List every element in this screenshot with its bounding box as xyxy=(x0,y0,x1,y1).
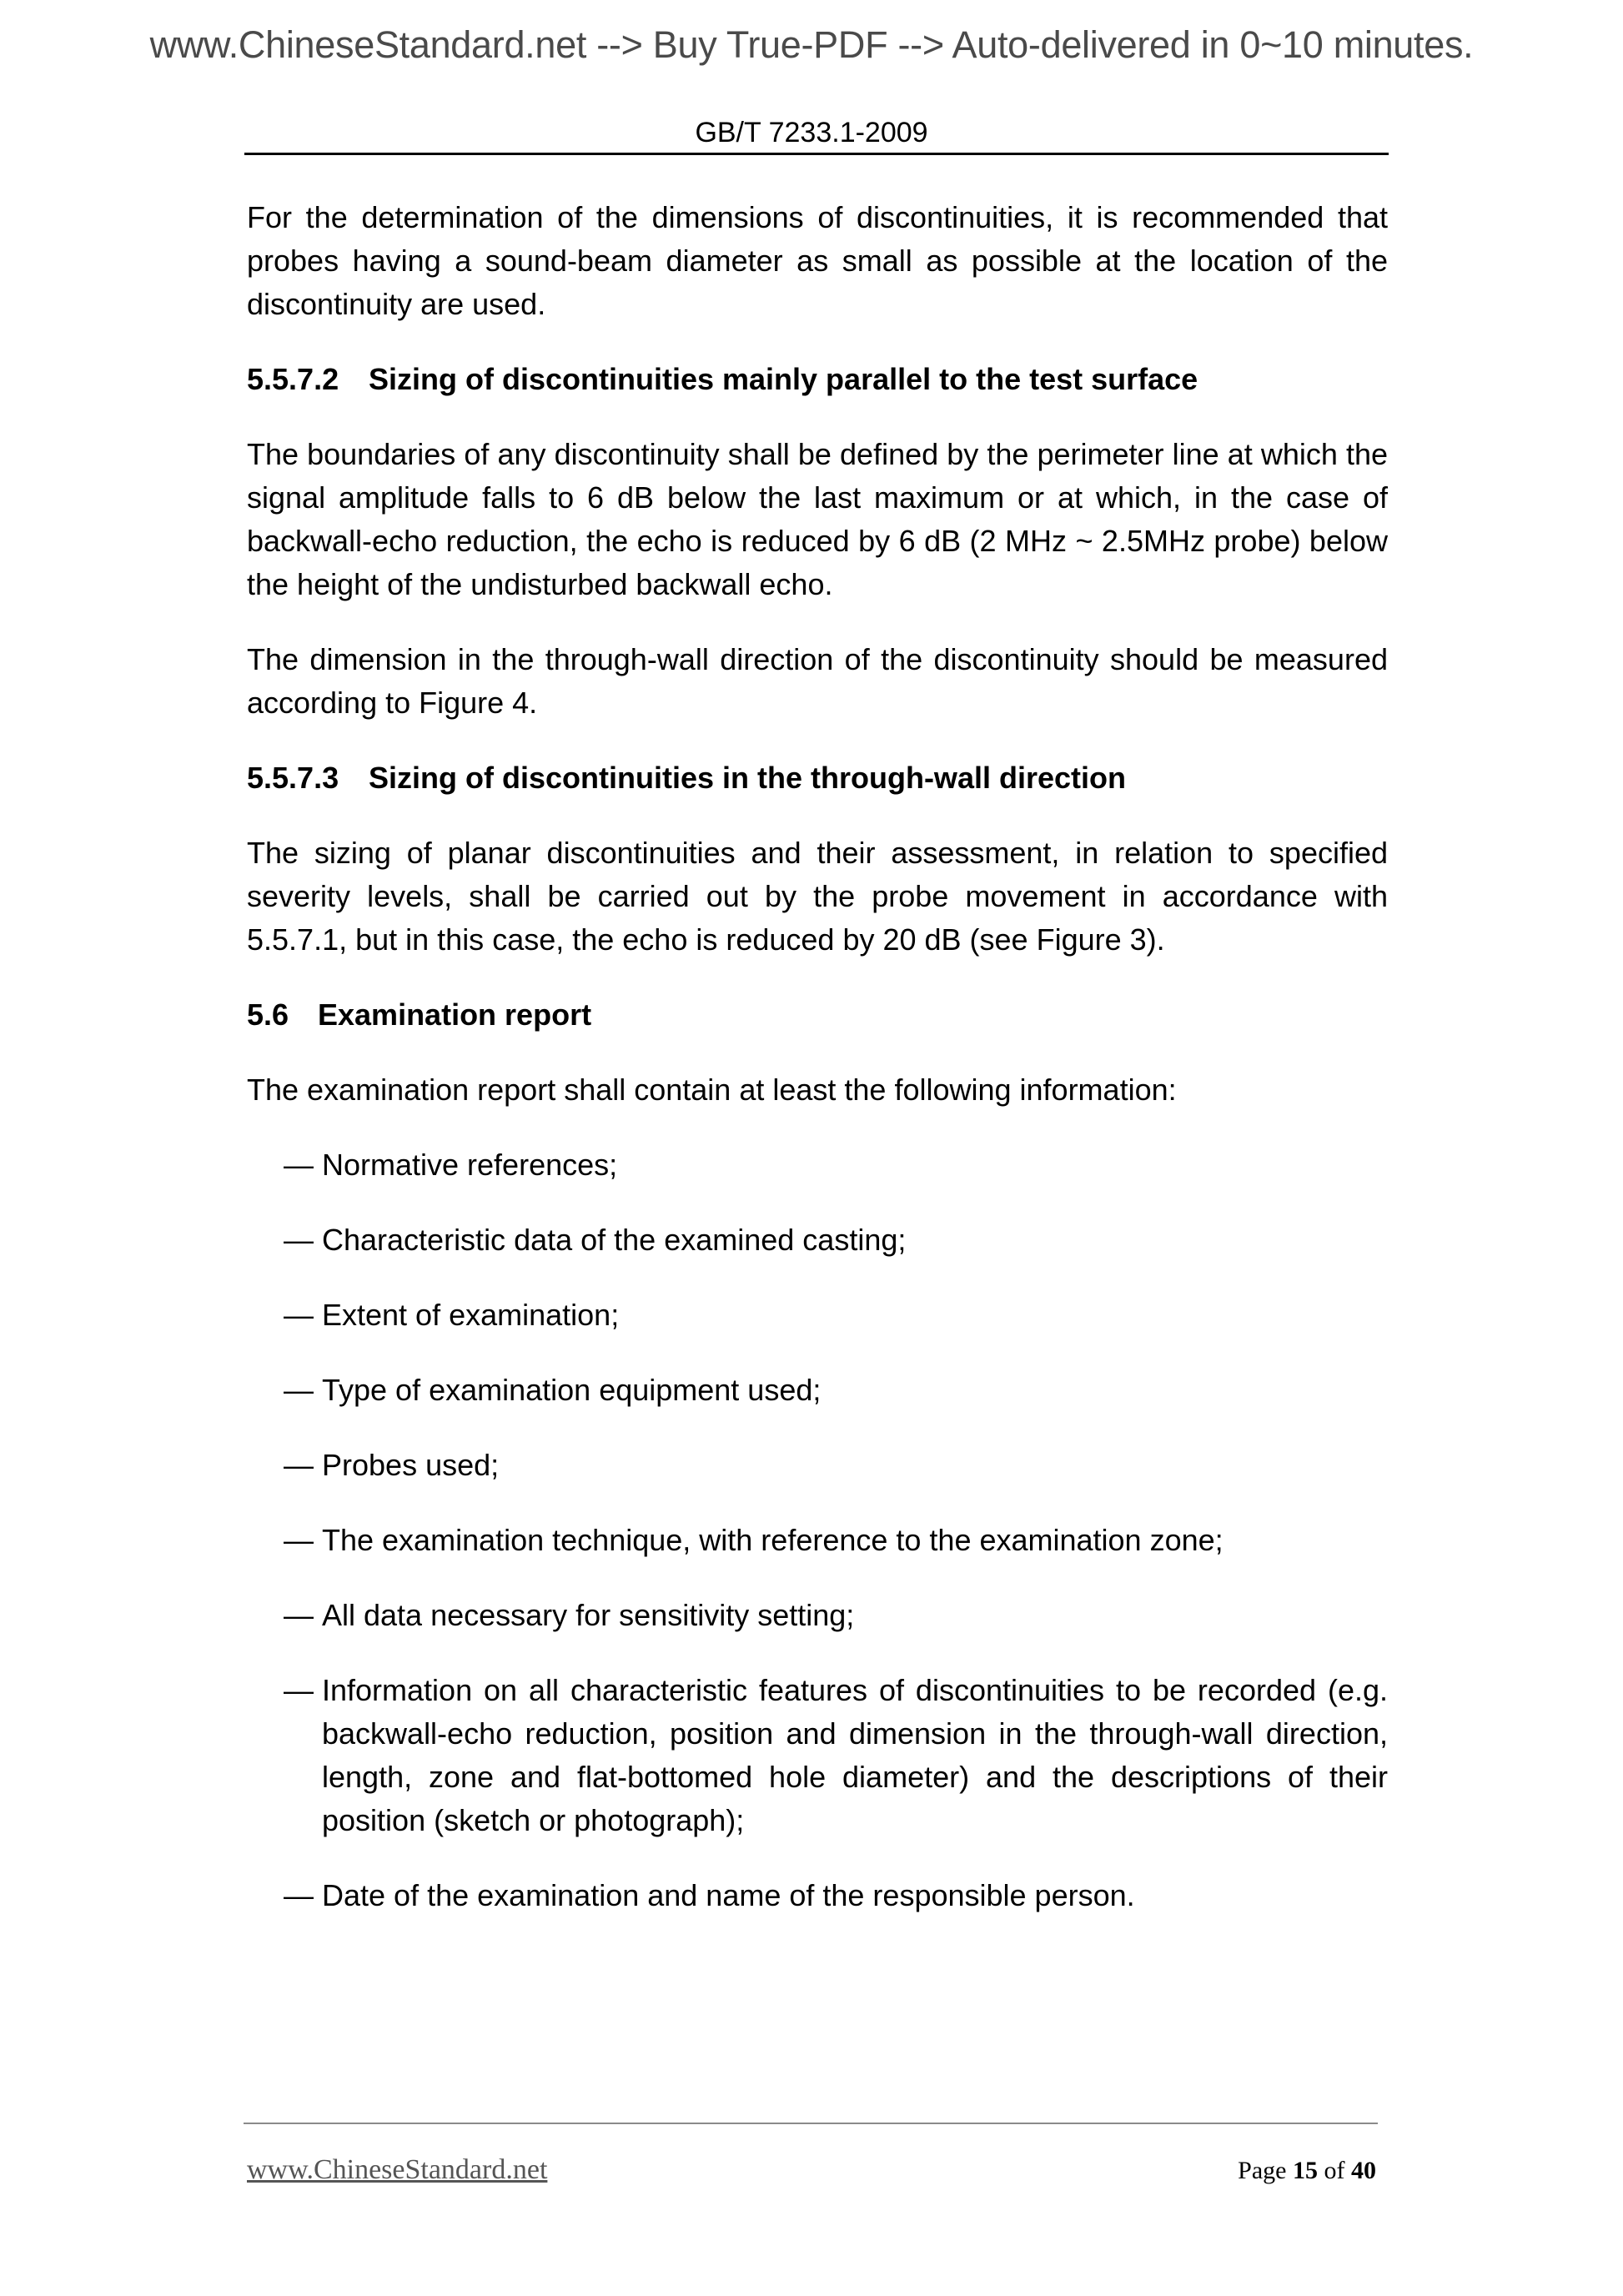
list-item xyxy=(284,1444,1388,1487)
report-requirements-list xyxy=(247,1143,1388,1917)
list-item xyxy=(284,1143,1388,1187)
document-code: GB/T 7233.1-2009 xyxy=(695,117,928,148)
dash-bullet: — xyxy=(284,1298,314,1332)
list-item-text: Characteristic data of the examined casting; xyxy=(322,1223,907,1257)
page-number xyxy=(1238,2157,1376,2185)
paragraph: The boundaries of any discontinuity shall be defined by the perimeter line at which the signal amplitude falls to 6 dB below the last maximum or at which, in the case of backwall-echo reduction, the echo is reduced by 6 dB (2 MHz ~ 2.5MHz probe) below the height of the undisturbed backwall echo. xyxy=(247,437,1388,601)
dash-bullet: — xyxy=(284,1523,314,1557)
promo-banner: www.ChineseStandard.net --> Buy True-PDF --> Auto-delivered in 0~10 minutes. xyxy=(149,23,1474,66)
dash-bullet: — xyxy=(284,1448,314,1482)
list-item xyxy=(284,1369,1388,1412)
section-number: 5.6 xyxy=(247,997,289,1032)
dash-bullet: — xyxy=(284,1673,314,1707)
section-heading-56 xyxy=(247,993,1388,1037)
section-title: Sizing of discontinuities in the through-wall direction xyxy=(369,761,1126,795)
report-intro: The examination report shall contain at least the following information: xyxy=(247,1073,1177,1107)
dash-bullet: — xyxy=(284,1373,314,1407)
paragraph: The dimension in the through-wall direction of the discontinuity should be measured according to Figure 4. xyxy=(247,642,1388,720)
list-item xyxy=(284,1294,1388,1337)
list-item-text: Extent of examination; xyxy=(322,1298,620,1332)
footer-site-link[interactable]: www.ChineseStandard.net xyxy=(247,2154,548,2185)
dash-bullet: — xyxy=(284,1878,314,1912)
page-current: 15 xyxy=(1293,2157,1318,2184)
section-title: Examination report xyxy=(318,997,592,1032)
list-item xyxy=(284,1874,1388,1917)
section-title: Sizing of discontinuities mainly parallel to the test surface xyxy=(369,362,1198,396)
dash-bullet: — xyxy=(284,1223,314,1257)
section-number: 5.5.7.3 xyxy=(247,761,339,795)
page-of: of xyxy=(1318,2157,1351,2184)
section-heading-5572 xyxy=(247,358,1388,401)
page-total: 40 xyxy=(1351,2157,1376,2184)
list-item-text: Normative references; xyxy=(322,1148,618,1182)
header-divider xyxy=(244,153,1389,155)
list-item-text: Information on all characteristic features of discontinuities to be recorded (e.g. backwall-echo reduction, position and dimension in the through-wall direction, length, zone and flat-bottomed hole diameter) and the descriptions of their position (sketch or photograph); xyxy=(322,1673,1388,1837)
dash-bullet: — xyxy=(284,1148,314,1182)
paragraph: The sizing of planar discontinuities and their assessment, in relation to specified severity levels, shall be carried out by the probe movement in accordance with 5.5.7.1, but in this case, the echo is reduced by 20 dB (see Figure 3). xyxy=(247,836,1388,957)
list-item xyxy=(284,1594,1388,1637)
page-content xyxy=(247,196,1388,1949)
section-heading-5573 xyxy=(247,756,1388,800)
section-number: 5.5.7.2 xyxy=(247,362,339,396)
footer-divider xyxy=(244,2123,1378,2124)
list-item-text: All data necessary for sensitivity setting; xyxy=(322,1598,855,1632)
list-item xyxy=(284,1519,1388,1562)
intro-paragraph: For the determination of the dimensions of discontinuities, it is recommended that probes having a sound-beam diameter as small as possible at the location of the discontinuity are used. xyxy=(247,200,1388,321)
dash-bullet: — xyxy=(284,1598,314,1632)
list-item-text: The examination technique, with reference to the examination zone; xyxy=(322,1523,1224,1557)
list-item-text: Probes used; xyxy=(322,1448,500,1482)
list-item xyxy=(284,1669,1388,1842)
page-prefix: Page xyxy=(1238,2157,1293,2184)
list-item-text: Type of examination equipment used; xyxy=(322,1373,822,1407)
list-item-text: Date of the examination and name of the responsible person. xyxy=(322,1878,1135,1912)
list-item xyxy=(284,1218,1388,1262)
